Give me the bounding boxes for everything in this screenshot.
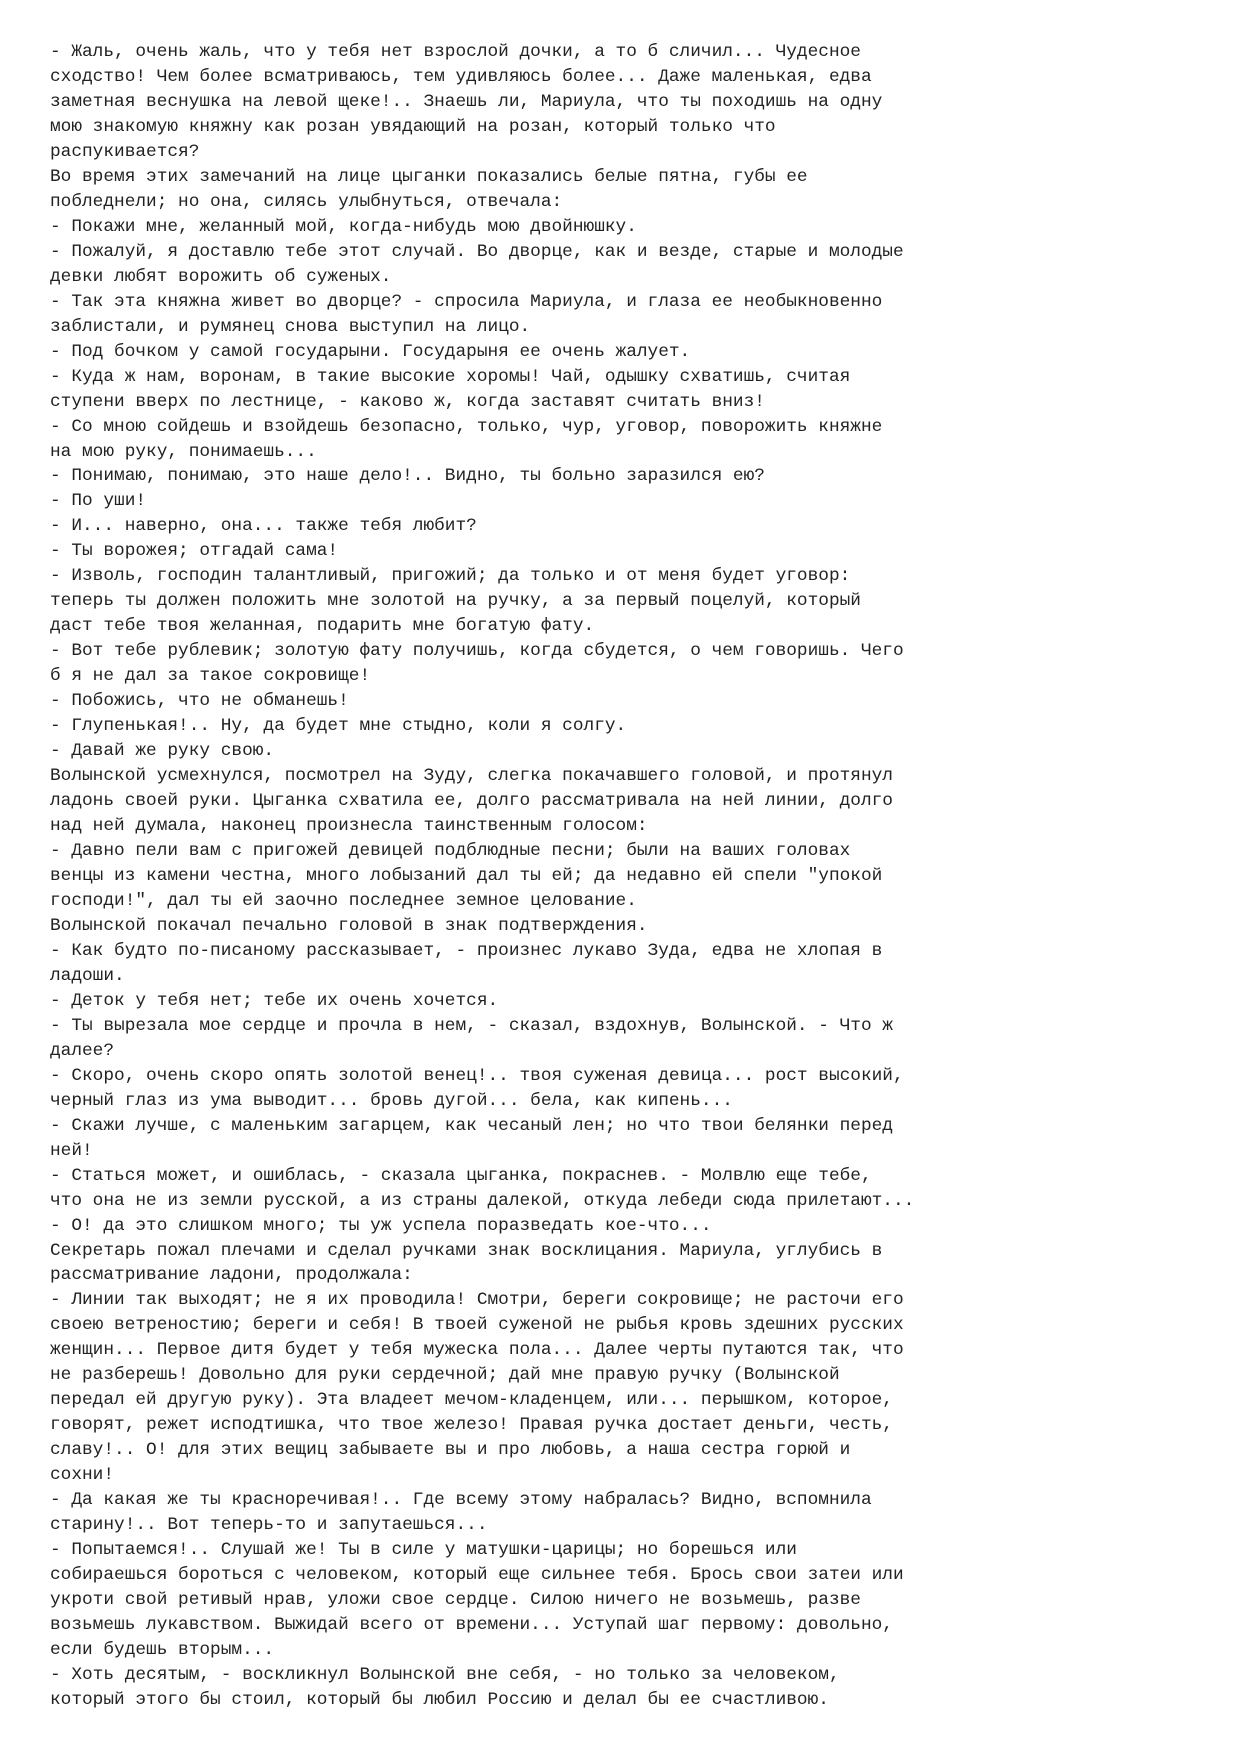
text-line: - О! да это слишком много; ты уж успела поразведать кое-что... [50, 1215, 712, 1236]
text-line: ладоши. [50, 965, 125, 986]
text-line: побледнели; но она, силясь улыбнуться, отвечала: [50, 191, 563, 212]
text-line: - Давай же руку свою. [50, 741, 275, 762]
text-line: заметная веснушка на левой щеке!.. Знаешь ли, Мариула, что ты походишь на одну [50, 91, 883, 112]
text-line: который этого бы стоил, который бы любил Россию и делал бы ее счастливою. [50, 1689, 829, 1710]
text-line: венцы из камени честна, много лобызаний дал ты ей; да недавно ей спели "упокой [50, 865, 883, 886]
text-line: - Жаль, очень жаль, что у тебя нет взрослой дочки, а то б сличил... Чудесное [50, 42, 861, 62]
text-line: - Изволь, господин талантливый, пригожий; да только и от меня будет уговор: [50, 566, 851, 587]
text-line: - Понимаю, понимаю, это наше дело!.. Видно, ты больно заразился ею? [50, 466, 765, 487]
text-line: славу!.. О! для этих вещиц забываете вы и про любовь, а наша сестра горюй и [50, 1440, 851, 1461]
text-line: - Так эта княжна живет во дворце? - спросила Мариула, и глаза ее необыкновенно [50, 291, 883, 312]
text-line: - Скажи лучше, с маленьким загарцем, как чесаный лен; но что твои белянки перед [50, 1115, 893, 1136]
text-line: - Побожись, что не обманешь! [50, 691, 349, 712]
text-line: говорят, режет исподтишка, что твое железо! Правая ручка достает деньги, честь, [50, 1415, 893, 1436]
text-line: - Статься может, и ошиблась, - сказала цыганка, покраснев. - Молвлю еще тебе, [50, 1165, 872, 1186]
text-line: даст тебе твоя желанная, подарить мне богатую фату. [50, 616, 595, 637]
text-line: если будешь вторым... [50, 1640, 275, 1660]
text-line: - Ты вырезала мое сердце и прочла в нем, - сказал, вздохнув, Волынской. - Что ж [50, 1015, 893, 1036]
text-line: черный глаз из ума выводит... бровь дугой... бела, как кипень... [50, 1090, 733, 1111]
text-line: - И... наверно, она... также тебя любит? [50, 516, 477, 537]
text-line: - Покажи мне, желанный мой, когда-нибудь мою двойнюшку. [50, 216, 637, 237]
text-line: - Пожалуй, я доставлю тебе этот случай. Во дворце, как и везде, старые и молодые [50, 241, 904, 262]
text-line: Во время этих замечаний на лице цыганки показались белые пятна, губы ее [50, 166, 808, 187]
text-line: ней! [50, 1140, 93, 1161]
text-line: - По уши! [50, 491, 147, 512]
text-line: - Линии так выходят; не я их проводила! Смотри, береги сокровище; не расточи его [50, 1290, 904, 1311]
text-line: господи!", дал ты ей заочно последнее земное целование. [50, 890, 637, 911]
text-line: Волынской усмехнулся, посмотрел на Зуду, слегка покачавшего головой, и протянул [50, 766, 893, 787]
document-text [50, 40, 1230, 1713]
text-line: ладонь своей руки. Цыганка схватила ее, долго рассматривала на ней линии, долго [50, 791, 893, 812]
text-line: сходство! Чем более всматриваюсь, тем удивляюсь более... Даже маленькая, едва [50, 66, 872, 87]
text-line: собираешься бороться с человеком, который еще сильнее тебя. Брось свои затеи или [50, 1565, 904, 1586]
text-line: над ней думала, наконец произнесла таинственным голосом: [50, 816, 648, 837]
text-line: возьмешь лукавством. Выжидай всего от времени... Уступай шаг первому: довольно, [50, 1615, 893, 1636]
text-line: заблистали, и румянец снова выступил на лицо. [50, 316, 531, 337]
text-line: - Куда ж нам, воронам, в такие высокие хоромы! Чай, одышку схватишь, считая [50, 366, 851, 387]
text-line: женщин... Первое дитя будет у тебя мужеска пола... Далее черты путаются так, что [50, 1340, 904, 1361]
text-line: - Вот тебе рублевик; золотую фату получишь, когда сбудется, о чем говоришь. Чего [50, 641, 904, 662]
text-line: девки любят ворожить об суженых. [50, 266, 392, 287]
text-line: старину!.. Вот теперь-то и запутаешься... [50, 1515, 488, 1536]
text-line: Секретарь пожал плечами и сделал ручками знак восклицания. Мариула, углубись в [50, 1240, 883, 1261]
text-line: сохни! [50, 1465, 115, 1486]
text-line: - Хоть десятым, - воскликнул Волынской вне себя, - но только за человеком, [50, 1664, 840, 1685]
text-line: - Ты ворожея; отгадай сама! [50, 541, 339, 562]
text-line: далее? [50, 1040, 115, 1061]
text-line: передал ей другую руку). Эта владеет мечом-кладенцем, или... перышком, которое, [50, 1390, 893, 1411]
text-line: теперь ты должен положить мне золотой на ручку, а за первый поцелуй, который [50, 591, 861, 612]
text-line: ступени вверх по лестнице, - каково ж, когда заставят считать вниз! [50, 391, 765, 412]
text-line: своею ветреностию; береги и себя! В твоей суженой не рыбья кровь здешних русских [50, 1315, 904, 1336]
text-line: - Попытаемся!.. Слушай же! Ты в силе у матушки-царицы; но борешься или [50, 1540, 797, 1561]
text-line: на мою руку, понимаешь... [50, 441, 317, 462]
text-line: что она не из земли русской, а из страны далекой, откуда лебеди сюда прилетают... [50, 1190, 915, 1211]
text-line: Волынской покачал печально головой в знак подтверждения. [50, 915, 648, 936]
text-line: - Деток у тебя нет; тебе их очень хочется. [50, 990, 499, 1011]
text-line: - Давно пели вам с пригожей девицей подблюдные песни; были на ваших головах [50, 841, 851, 861]
text-line: - Да какая же ты красноречивая!.. Где всему этому набралась? Видно, вспомнила [50, 1490, 872, 1511]
text-line: б я не дал за такое сокровище! [50, 666, 371, 687]
text-line: - Как будто по-писаному рассказывает, - произнес лукаво Зуда, едва не хлопая в [50, 940, 883, 961]
text-line: не разберешь! Довольно для руки сердечной; дай мне правую ручку (Волынской [50, 1365, 840, 1386]
text-line: рассматривание ладони, продолжала: [50, 1265, 413, 1286]
text-line: распукивается? [50, 141, 200, 162]
text-line: - Под бочком у самой государыни. Государыня ее очень жалует. [50, 341, 691, 362]
text-line: - Со мною сойдешь и взойдешь безопасно, только, чур, уговор, поворожить княжне [50, 416, 883, 437]
text-line: укроти свой ретивый нрав, уложи свое сердце. Силою ничего не возьмешь, разве [50, 1590, 861, 1611]
text-line: - Глупенькая!.. Ну, да будет мне стыдно, коли я солгу. [50, 716, 627, 737]
text-line: мою знакомую княжну как розан увядающий на розан, который только что [50, 116, 776, 137]
text-line: - Скоро, очень скоро опять золотой венец!.. твоя суженая девица... рост высокий, [50, 1065, 904, 1086]
